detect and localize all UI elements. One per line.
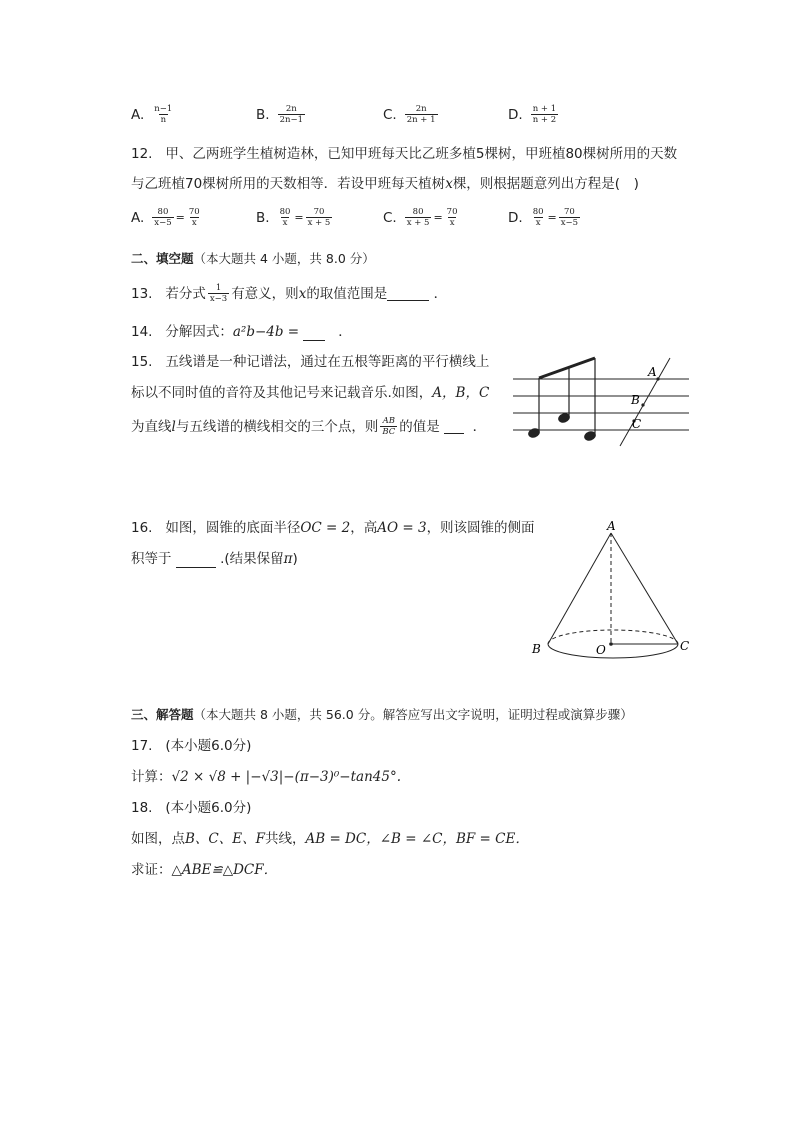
- q15-line1: 15. 五线谱是一种记谱法，通过在五根等距离的平行横线上: [131, 354, 490, 370]
- cone-base-back: [548, 630, 678, 644]
- q12-option-a: A. $\frac{80}{x-5}$ = $\frac{70}{x}$: [131, 207, 200, 228]
- q14-answer-blank: [303, 326, 325, 341]
- q12-option-d: D. $\frac{80}{x}$ = $\frac{70}{x-5}$: [508, 207, 579, 228]
- q11-option-a: A. $\frac{n-1}{n}$: [131, 104, 173, 125]
- q14: 14. 分解因式：a²b−4b = ．: [131, 324, 352, 340]
- note-beam: [539, 358, 595, 378]
- q12-option-b: B. $\frac{80}{x}$ = $\frac{70}{x + 5}$: [256, 207, 331, 228]
- q13-answer-blank: [387, 286, 429, 301]
- q16-line1: 16. 如图，圆锥的底面半径OC = 2，高AO = 3，则该圆锥的侧面: [131, 520, 535, 536]
- point-a: [656, 377, 659, 380]
- label-b: B: [532, 642, 541, 656]
- line-l: [620, 358, 670, 446]
- point-o: [609, 642, 613, 646]
- cone-edge-ac: [611, 533, 678, 644]
- q17-body: 计算：√2 × √8 + |−√3|−(π−3)⁰−tan45°.: [131, 769, 401, 785]
- label-o: O: [596, 643, 606, 657]
- q15-line2: 标以不同时值的音符及其他记号来记载音乐.如图，A，B，C: [131, 385, 490, 401]
- q11-option-b: B. $\frac{2n}{2n-1}$: [256, 104, 303, 125]
- q18-header: 18. (本小题6.0分): [131, 800, 252, 816]
- q11-option-d: D. $\frac{n + 1}{n + 2}$: [508, 104, 557, 125]
- q15-answer-blank: [444, 419, 464, 434]
- label-c: C: [680, 639, 690, 653]
- q11-option-c: C. $\frac{2n}{2n + 1}$: [383, 104, 436, 125]
- label-b: B: [631, 393, 640, 407]
- q12-line1: 12. 甲、乙两班学生植树造林，已知甲班每天比乙班多植5棵树，甲班植80棵树所用的天数: [131, 146, 678, 162]
- q12-line2: 与乙班植70棵树所用的天数相等．若设甲班每天植树x棵，则根据题意列出方程是( ): [131, 176, 639, 192]
- label-a: A: [648, 365, 657, 379]
- cone-base-front: [548, 644, 678, 658]
- label-a: A: [607, 519, 616, 533]
- q15-line3: 为直线 l 与五线谱的横线相交的三个点，则 $\frac{AB}{BC}$ 的值是 ．: [131, 416, 487, 437]
- label-c: C: [632, 417, 642, 431]
- q13: 13. 若分式 $\frac{1}{x-3}$ 有意义，则 x 的取值范围是 ．: [131, 283, 448, 304]
- q18-line1: 如图，点B、C、E、F共线，AB = DC，∠B = ∠C，BF = CE．: [131, 831, 529, 847]
- q16-line2: 积等于 .(结果保留π): [131, 551, 298, 567]
- section3-heading: 三、解答题（本大题共 8 小题，共 56.0 分。解答应写出文字说明，证明过程或演算步骤）: [131, 707, 633, 722]
- q18-prove: 求证：△ABE≌△DCF．: [131, 862, 278, 878]
- q16-answer-blank: [176, 553, 216, 568]
- staff-figure: [505, 350, 695, 450]
- cone-edge-ab: [548, 533, 611, 644]
- q12-option-c: C. $\frac{80}{x + 5}$ = $\frac{70}{x}$: [383, 207, 458, 228]
- point-b: [641, 403, 644, 406]
- q17-header: 17. (本小题6.0分): [131, 738, 252, 754]
- cone-figure: [525, 515, 705, 665]
- section2-heading: 二、填空题（本大题共 4 小题，共 8.0 分）: [131, 251, 375, 266]
